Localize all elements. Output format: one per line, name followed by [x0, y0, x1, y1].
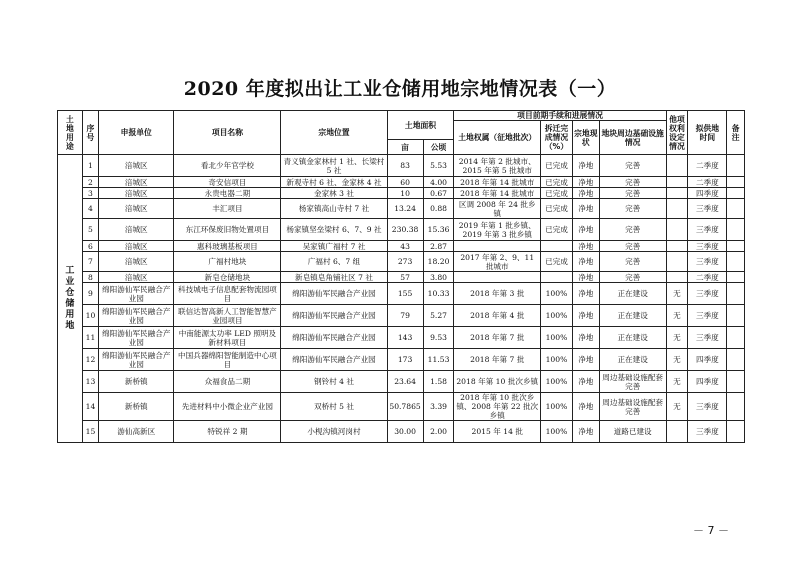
cell-note	[727, 241, 745, 252]
cell-ownership: 2014 年第 2 批城市、2015 年第 5 批城市	[454, 155, 541, 177]
header-infrastructure: 地块周边基础设施情况	[599, 121, 666, 155]
cell-rights	[666, 155, 688, 177]
header-unit: 申报单位	[99, 111, 174, 155]
cell-ha: 3.39	[423, 393, 454, 421]
cell-seq: 13	[82, 371, 98, 393]
table-row	[58, 177, 745, 188]
cell-project: 联信达智高新人工智能智慧产业园项目	[174, 305, 281, 327]
cell-demolition: 已完成	[541, 155, 573, 177]
cell-rights: 无	[666, 349, 688, 371]
cell-project: 新皂仓储地块	[174, 272, 281, 283]
cell-mu: 60	[387, 177, 423, 188]
cell-time: 三季度	[688, 219, 727, 241]
cell-ha: 11.53	[423, 349, 454, 371]
cell-location: 杨家镇高山寺村 7 社	[281, 199, 387, 219]
cell-location: 绵阳游仙军民融合产业园	[281, 283, 387, 305]
cell-note	[727, 393, 745, 421]
cell-seq: 11	[82, 327, 98, 349]
cell-time: 二季度	[688, 155, 727, 177]
cell-mu: 173	[387, 349, 423, 371]
cell-time: 二季度	[688, 177, 727, 188]
cell-location: 双桥村 5 社	[281, 393, 387, 421]
header-time: 拟供地时间	[688, 111, 727, 155]
cell-project: 特锐祥 2 期	[174, 421, 281, 443]
cell-location: 绵阳游仙军民融合产业园	[281, 349, 387, 371]
cell-demolition: 已完成	[541, 177, 573, 188]
land-table	[57, 110, 745, 443]
cell-demolition: 已完成	[541, 188, 573, 199]
table-row	[58, 393, 745, 421]
cell-time: 三季度	[688, 421, 727, 443]
cell-mu: 50.7865	[387, 393, 423, 421]
cell-project: 惠科玻璃基板项目	[174, 241, 281, 252]
cell-location: 新观寺村 6 社、金家林 4 社	[281, 177, 387, 188]
cell-unit: 涪城区	[99, 155, 174, 177]
cell-location: 杨家镇坚垒梁村 6、7、9 社	[281, 219, 387, 241]
cell-note	[727, 421, 745, 443]
table-row	[58, 155, 745, 177]
cell-location: 绵阳游仙军民融合产业园	[281, 327, 387, 349]
cell-mu: 30.00	[387, 421, 423, 443]
cell-seq: 5	[82, 219, 98, 241]
cell-ownership: 2018 年第 14 批城市	[454, 188, 541, 199]
cell-status: 净地	[572, 393, 599, 421]
cell-seq: 14	[82, 393, 98, 421]
cell-status: 净地	[572, 272, 599, 283]
cell-unit: 绵阳游仙军民融合产业园	[99, 305, 174, 327]
cell-note	[727, 305, 745, 327]
cell-mu: 230.38	[387, 219, 423, 241]
cell-status: 净地	[572, 349, 599, 371]
cell-rights	[666, 188, 688, 199]
cell-note	[727, 272, 745, 283]
cell-rights	[666, 272, 688, 283]
cell-rights	[666, 421, 688, 443]
header-status: 宗地现状	[572, 121, 599, 155]
cell-project: 东江环保废旧物处置项目	[174, 219, 281, 241]
cell-time: 三季度	[688, 241, 727, 252]
cell-ownership: 2015 年 14 批	[454, 421, 541, 443]
cell-ownership: 2018 年第 7 批	[454, 327, 541, 349]
cell-ownership: 2018 年第 4 批	[454, 305, 541, 327]
cell-demolition: 100%	[541, 349, 573, 371]
cell-infra: 完善	[599, 188, 666, 199]
cell-ownership: 2017 年第 2、9、11 批城市	[454, 252, 541, 272]
cell-seq: 2	[82, 177, 98, 188]
cell-mu: 273	[387, 252, 423, 272]
cell-seq: 9	[82, 283, 98, 305]
cell-ownership: 2018 年第 7 批	[454, 349, 541, 371]
cell-rights: 无	[666, 393, 688, 421]
cell-unit: 绵阳游仙军民融合产业园	[99, 283, 174, 305]
cell-location: 吴家镇广福村 7 社	[281, 241, 387, 252]
cell-demolition: 100%	[541, 327, 573, 349]
cell-seq: 7	[82, 252, 98, 272]
table-row	[58, 327, 745, 349]
cell-time: 三季度	[688, 305, 727, 327]
table-row	[58, 241, 745, 252]
cell-ownership: 2019 年第 1 批乡镇、2019 年第 3 批乡镇	[454, 219, 541, 241]
land-use-cell: 工业仓储用地	[58, 155, 83, 443]
header-demolition: 拆迁完成情况（%）	[541, 121, 573, 155]
cell-note	[727, 155, 745, 177]
cell-unit: 涪城区	[99, 241, 174, 252]
cell-unit: 新桥镇	[99, 371, 174, 393]
cell-ha: 3.80	[423, 272, 454, 283]
cell-location: 绵阳游仙军民融合产业园	[281, 305, 387, 327]
cell-demolition: 已完成	[541, 219, 573, 241]
cell-status: 净地	[572, 327, 599, 349]
cell-unit: 绵阳游仙军民融合产业园	[99, 327, 174, 349]
cell-mu: 83	[387, 155, 423, 177]
cell-seq: 15	[82, 421, 98, 443]
cell-note	[727, 252, 745, 272]
cell-location: 青义镇金家林村 1 社、长梁村 5 社	[281, 155, 387, 177]
cell-location: 广福村 6、7 组	[281, 252, 387, 272]
table-row	[58, 283, 745, 305]
cell-note	[727, 188, 745, 199]
cell-project: 中国兵器绵阳智能制造中心项目	[174, 349, 281, 371]
cell-ha: 9.53	[423, 327, 454, 349]
cell-rights	[666, 219, 688, 241]
cell-ha: 5.53	[423, 155, 454, 177]
table-row	[58, 199, 745, 219]
cell-location: 金家林 3 社	[281, 188, 387, 199]
cell-seq: 4	[82, 199, 98, 219]
cell-rights	[666, 252, 688, 272]
cell-demolition	[541, 241, 573, 252]
cell-time: 二季度	[688, 272, 727, 283]
cell-note	[727, 199, 745, 219]
cell-infra: 正在建设	[599, 283, 666, 305]
cell-project: 丰汇项目	[174, 199, 281, 219]
cell-note	[727, 177, 745, 188]
cell-note	[727, 219, 745, 241]
cell-status: 净地	[572, 241, 599, 252]
cell-ha: 5.27	[423, 305, 454, 327]
cell-infra: 道路已建设	[599, 421, 666, 443]
cell-seq: 3	[82, 188, 98, 199]
cell-time: 四季度	[688, 188, 727, 199]
header-mu: 亩	[387, 140, 423, 155]
cell-ha: 2.00	[423, 421, 454, 443]
cell-ha: 10.33	[423, 283, 454, 305]
cell-status: 净地	[572, 305, 599, 327]
cell-ha: 4.00	[423, 177, 454, 188]
header-ownership: 土地权属（征地批次）	[454, 121, 541, 155]
cell-demolition	[541, 272, 573, 283]
cell-mu: 143	[387, 327, 423, 349]
cell-project: 先进材料中小微企业产业园	[174, 393, 281, 421]
table-row	[58, 305, 745, 327]
cell-status: 净地	[572, 252, 599, 272]
table-row	[58, 188, 745, 199]
cell-unit: 游仙高新区	[99, 421, 174, 443]
cell-infra: 周边基础设施配套完善	[599, 393, 666, 421]
header-note: 备注	[727, 111, 745, 155]
cell-ownership	[454, 272, 541, 283]
cell-mu: 57	[387, 272, 423, 283]
cell-ownership: 2018 年第 10 批次乡镇	[454, 371, 541, 393]
cell-infra: 完善	[599, 177, 666, 188]
cell-infra: 完善	[599, 219, 666, 241]
cell-unit: 绵阳游仙军民融合产业园	[99, 349, 174, 371]
cell-infra: 完善	[599, 155, 666, 177]
cell-status: 净地	[572, 219, 599, 241]
cell-demolition: 100%	[541, 305, 573, 327]
cell-status: 净地	[572, 177, 599, 188]
cell-unit: 涪城区	[99, 188, 174, 199]
cell-project: 广福村地块	[174, 252, 281, 272]
table-row	[58, 252, 745, 272]
cell-seq: 6	[82, 241, 98, 252]
cell-infra: 完善	[599, 199, 666, 219]
cell-mu: 23.64	[387, 371, 423, 393]
cell-note	[727, 349, 745, 371]
cell-mu: 155	[387, 283, 423, 305]
cell-project: 永贵电器二期	[174, 188, 281, 199]
cell-unit: 涪城区	[99, 252, 174, 272]
cell-unit: 涪城区	[99, 272, 174, 283]
cell-demolition: 100%	[541, 371, 573, 393]
cell-project: 科技城电子信息配套物流园项目	[174, 283, 281, 305]
cell-rights: 无	[666, 371, 688, 393]
table-row	[58, 272, 745, 283]
cell-infra: 完善	[599, 252, 666, 272]
cell-time: 三季度	[688, 327, 727, 349]
header-other-rights: 他项权利设定情况	[666, 111, 688, 155]
cell-project: 中南能源太功率 LED 照明及新材料项目	[174, 327, 281, 349]
cell-time: 三季度	[688, 283, 727, 305]
cell-status: 净地	[572, 199, 599, 219]
cell-rights	[666, 199, 688, 219]
header-use: 土地用途	[58, 111, 83, 155]
cell-time: 三季度	[688, 252, 727, 272]
page-title: 2020 年度拟出让工业仓储用地宗地情况表（一）	[183, 78, 617, 100]
cell-infra: 完善	[599, 272, 666, 283]
cell-demolition: 100%	[541, 283, 573, 305]
cell-demolition: 100%	[541, 393, 573, 421]
cell-status: 净地	[572, 155, 599, 177]
table-row	[58, 349, 745, 371]
cell-demolition: 100%	[541, 421, 573, 443]
cell-project: 奇安信项目	[174, 177, 281, 188]
cell-location: 新皂镇皂角铺社区 7 社	[281, 272, 387, 283]
cell-seq: 12	[82, 349, 98, 371]
cell-seq: 8	[82, 272, 98, 283]
cell-status: 净地	[572, 371, 599, 393]
cell-unit: 涪城区	[99, 177, 174, 188]
cell-time: 三季度	[688, 199, 727, 219]
cell-ha: 0.67	[423, 188, 454, 199]
table-row	[58, 219, 745, 241]
cell-project: 看北少年官学校	[174, 155, 281, 177]
table-row	[58, 371, 745, 393]
header-progress: 项目前期手续和进展情况	[454, 111, 666, 121]
cell-mu: 13.24	[387, 199, 423, 219]
cell-mu: 10	[387, 188, 423, 199]
cell-mu: 79	[387, 305, 423, 327]
cell-ownership: 2018 年第 10 批次乡镇、2008 年第 22 批次乡镇	[454, 393, 541, 421]
cell-note	[727, 371, 745, 393]
header-seq: 序号	[82, 111, 98, 155]
cell-infra: 正在建设	[599, 305, 666, 327]
cell-location: 钢铃村 4 社	[281, 371, 387, 393]
cell-ownership: 2018 年第 3 批	[454, 283, 541, 305]
cell-status: 净地	[572, 188, 599, 199]
cell-time: 四季度	[688, 349, 727, 371]
cell-demolition: 已完成	[541, 199, 573, 219]
cell-note	[727, 283, 745, 305]
cell-ha: 18.20	[423, 252, 454, 272]
cell-ownership	[454, 241, 541, 252]
cell-seq: 10	[82, 305, 98, 327]
cell-status: 净地	[572, 283, 599, 305]
cell-time: 四季度	[688, 371, 727, 393]
cell-mu: 43	[387, 241, 423, 252]
cell-infra: 正在建设	[599, 349, 666, 371]
cell-project: 众福食品二期	[174, 371, 281, 393]
cell-ownership: 区调 2008 年 24 批乡镇	[454, 199, 541, 219]
header-hectare: 公顷	[423, 140, 454, 155]
header-area: 土地面积	[387, 111, 454, 140]
cell-time: 三季度	[688, 393, 727, 421]
table-row	[58, 421, 745, 443]
cell-location: 小枧沟镇河岗村	[281, 421, 387, 443]
page-number: － 7 －	[693, 524, 729, 537]
cell-unit: 涪城区	[99, 219, 174, 241]
cell-ha: 1.58	[423, 371, 454, 393]
cell-status: 净地	[572, 421, 599, 443]
cell-ha: 15.36	[423, 219, 454, 241]
cell-ha: 0.88	[423, 199, 454, 219]
cell-rights: 无	[666, 327, 688, 349]
cell-infra: 完善	[599, 241, 666, 252]
cell-ha: 2.87	[423, 241, 454, 252]
cell-ownership: 2018 年第 14 批城市	[454, 177, 541, 188]
cell-unit: 新桥镇	[99, 393, 174, 421]
header-project: 项目名称	[174, 111, 281, 155]
cell-seq: 1	[82, 155, 98, 177]
header-location: 宗地位置	[281, 111, 387, 155]
cell-rights: 无	[666, 283, 688, 305]
cell-unit: 涪城区	[99, 199, 174, 219]
cell-infra: 周边基础设施配套完善	[599, 371, 666, 393]
cell-rights: 无	[666, 305, 688, 327]
cell-rights	[666, 241, 688, 252]
cell-rights	[666, 177, 688, 188]
cell-demolition: 已完成	[541, 252, 573, 272]
cell-note	[727, 327, 745, 349]
cell-infra: 正在建设	[599, 327, 666, 349]
